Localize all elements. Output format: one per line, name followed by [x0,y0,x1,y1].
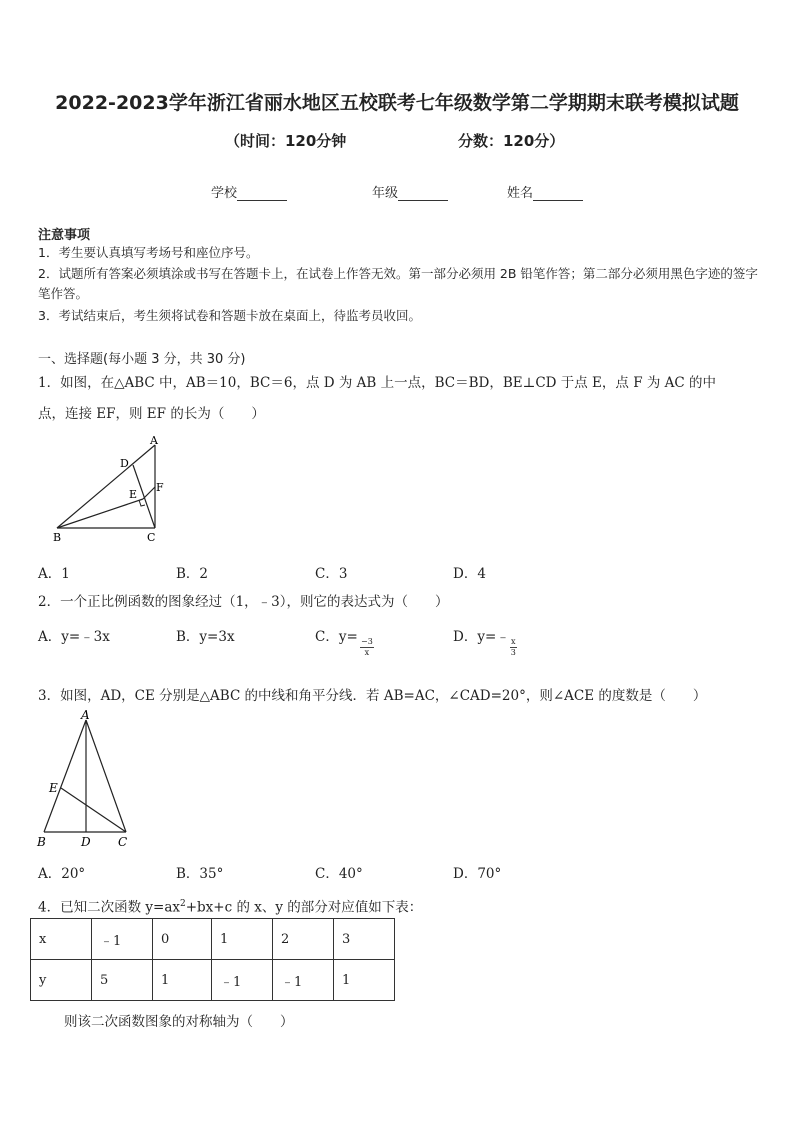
school-label: 学校 [211,186,238,201]
table-row [31,960,395,1001]
note-item: 3．考试结束后，考生须将试卷和答题卡放在桌面上，待监考员收回。 [38,308,421,323]
fraction-denominator: x [364,648,370,657]
question-2: 2．一个正比例函数的图象经过（1，﹣3），则它的表达式为（ ） [38,594,449,610]
fig1-label-a: A [150,435,158,447]
table-cell: ﹣1 [92,919,153,960]
fig3-label-b: B [37,835,46,849]
name-blank[interactable] [533,186,583,201]
table-cell: 1 [334,960,395,1001]
fraction-numerator: x [511,637,516,646]
name-field[interactable] [507,182,583,201]
fraction-numerator: −3 [361,637,373,646]
q2-option-a[interactable]: A．y=﹣3x [38,629,110,645]
grade-blank[interactable] [398,186,448,201]
q3-option-b[interactable]: B．35° [176,866,224,882]
table-cell: 3 [334,919,395,960]
fraction-denominator: 3 [510,648,516,657]
notes-heading: 注意事项 [38,228,91,243]
fig1-label-c: C [147,531,156,544]
table-cell: x [31,919,92,960]
q4-text-after: +bx+c 的 x、y 的部分对应值如下表： [185,899,423,916]
q3-option-c[interactable]: C．40° [315,866,363,882]
grade-field[interactable] [372,182,448,201]
table-cell: ﹣1 [273,960,334,1001]
question-4-followup: 则该二次函数图象的对称轴为（ ） [64,1014,294,1030]
school-field[interactable] [211,182,287,201]
exam-score: 分数：120分） [458,132,565,150]
q1-option-a[interactable]: A．1 [38,566,70,582]
q1-option-d[interactable]: D．4 [453,566,486,582]
q4-superscript: 2 [179,899,186,909]
q3-option-d[interactable]: D．70° [453,866,502,882]
table-row [31,919,395,960]
fig3-label-e: E [49,781,58,795]
q3-option-a[interactable]: A．20° [38,866,86,882]
grade-label: 年级 [372,186,399,201]
name-label: 姓名 [507,186,534,201]
q2-option-c-fraction [360,637,374,658]
exam-title: 2022-2023学年浙江省丽水地区五校联考七年级数学第二学期期末联考模拟试题 [55,92,739,114]
fig1-label-b: B [53,531,62,544]
note-item: 2．试题所有答案必须填涂或书写在答题卡上，在试卷上作答无效。第一部分必须用 2B 铅笔作答；第二部分必须用黑色字迹的签字笔作答。 [38,266,758,301]
fig3-label-c: C [118,835,128,849]
value-table [30,918,395,1001]
school-blank[interactable] [237,186,287,201]
q2-option-d-fraction [510,637,517,658]
fig1-label-d: D [120,457,129,470]
question-1-line2: 点，连接 EF，则 EF 的长为（ ） [38,406,265,422]
question-1-line1: 1．如图，在△ABC 中，AB＝10，BC＝6，点 D 为 AB 上一点，BC＝BD，BE⊥CD 于点 E，点 F 为 AC 的中 [38,375,717,391]
table-cell: 0 [153,919,212,960]
table-cell: y [31,960,92,1001]
q2-option-b[interactable]: B．y=3x [176,629,235,645]
q1-option-b[interactable]: B．2 [176,566,209,582]
q2-option-c[interactable]: C．y= [315,629,358,645]
question-1-figure [48,435,208,550]
fig1-label-f: F [156,481,164,494]
question-4 [38,891,758,921]
q2-option-d[interactable]: D．y=﹣ [453,629,510,645]
exam-time: （时间：120分钟 [225,132,347,150]
question-3: 3．如图，AD，CE 分别是△ABC 的中线和角平分线．若 AB=AC，∠CAD=20°，则∠ACE 的度数是（ ） [38,688,707,704]
question-3-figure [32,710,142,850]
fig3-label-a: A [81,710,90,722]
fig3-label-d: D [81,835,91,849]
fig1-label-e: E [129,488,138,501]
table-cell: ﹣1 [212,960,273,1001]
q4-text-before: 4．已知二次函数 y=ax [38,899,180,916]
table-cell: 1 [153,960,212,1001]
note-item: 1．考生要认真填写考场号和座位序号。 [38,245,259,260]
table-cell: 1 [212,919,273,960]
section-heading: 一、选择题(每小题 3 分，共 30 分) [38,352,246,367]
table-cell: 5 [92,960,153,1001]
table-cell: 2 [273,919,334,960]
q1-option-c[interactable]: C．3 [315,566,348,582]
